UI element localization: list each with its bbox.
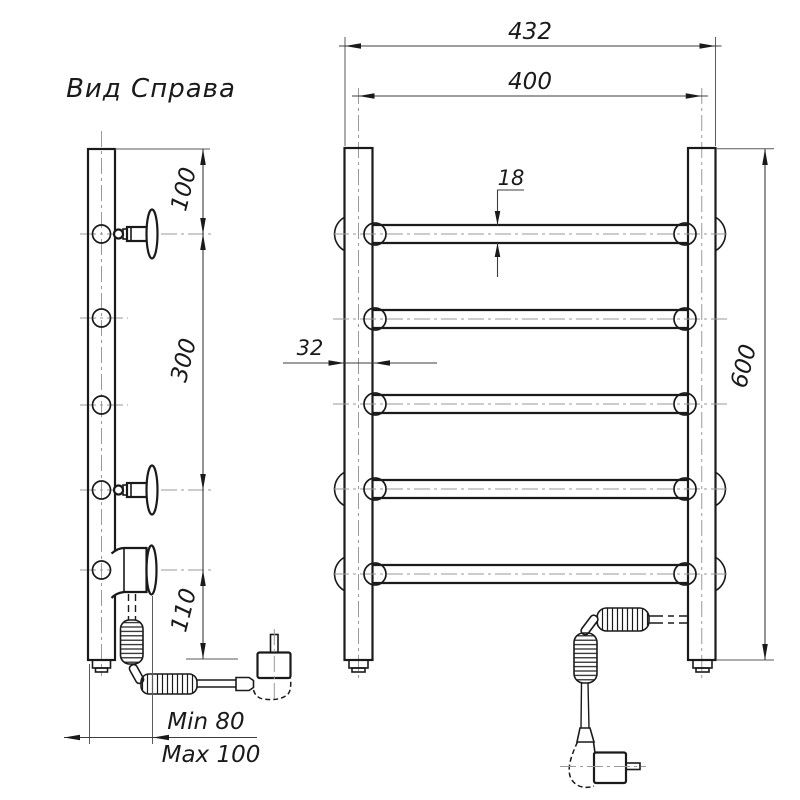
front-plug-body	[594, 753, 626, 784]
dim-label-400: 400	[508, 69, 552, 95]
front-coil-horizontal	[597, 608, 649, 631]
front-view	[283, 19, 774, 787]
dim-label-432: 432	[508, 19, 552, 45]
dim-label-600: 600	[726, 341, 763, 391]
dim-label-100: 100	[166, 164, 203, 214]
side-wall-bracket-bottom	[114, 466, 158, 515]
side-wall-bracket-top	[114, 210, 158, 259]
side-view	[64, 74, 291, 768]
dim-post-width	[283, 336, 437, 366]
side-view-title: Вид Справа	[66, 74, 236, 104]
front-plug	[560, 728, 646, 787]
dim-label-min80: Min 80	[167, 709, 245, 735]
side-electric-housing	[112, 546, 157, 599]
front-power-cable	[574, 608, 688, 728]
dim-label-110: 110	[166, 585, 203, 635]
dim-label-32: 32	[296, 336, 324, 360]
side-coil-vertical	[121, 620, 144, 664]
dim-label-300: 300	[166, 335, 203, 385]
dim-axis-width	[352, 69, 708, 99]
front-rungs	[333, 223, 728, 585]
dim-tube-diameter	[495, 166, 525, 277]
side-plug	[236, 629, 291, 703]
dim-label-max100: Max 100	[161, 742, 261, 768]
dim-label-18: 18	[497, 166, 525, 190]
front-post-feet	[349, 660, 712, 672]
side-coil-horizontal	[141, 674, 197, 694]
front-coil-vertical	[574, 633, 597, 683]
